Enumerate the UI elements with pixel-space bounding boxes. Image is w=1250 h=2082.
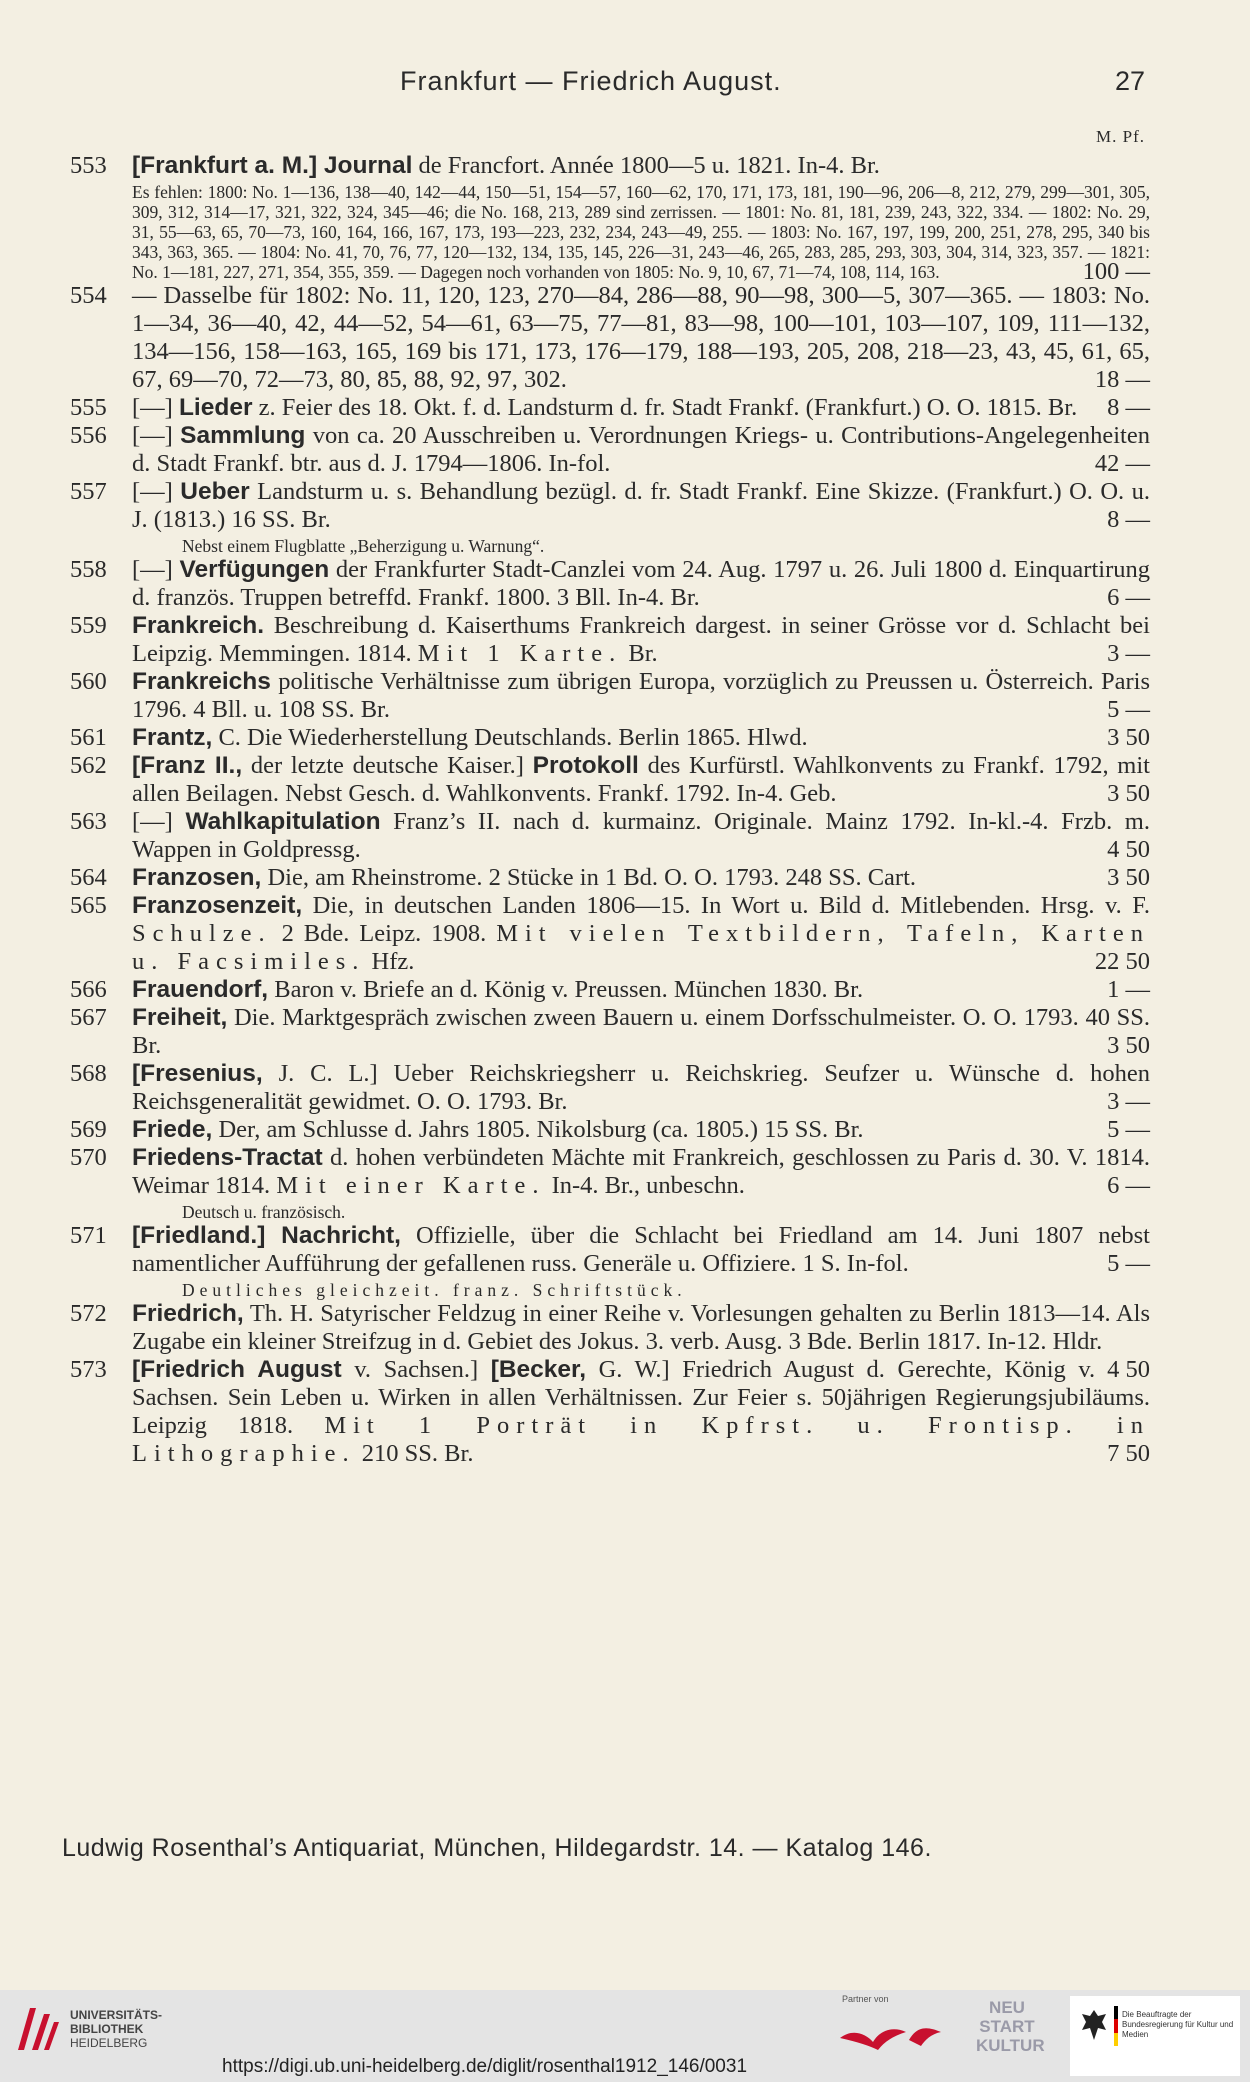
- entry-text-run: Offizielle, über die Schlacht bei Friedland am 14. Juni 1807 nebst namentlicher Aufführung der gefallenen russ. Generäle u. Offiziere. 1 S. In-fol.: [132, 1222, 1150, 1277]
- partner-small-logo-icon: [905, 2020, 945, 2050]
- catalog-entry: [60, 724, 1150, 752]
- entry-number: 572: [70, 1300, 107, 1327]
- entry-number: 561: [70, 724, 107, 751]
- viewer-bottom-bar: [0, 1990, 1250, 2082]
- catalog-entry: [60, 478, 1150, 556]
- entry-keyword: Friede,: [132, 1116, 213, 1143]
- entry-text-run: der Frankfurter Stadt-Canzlei vom 24. Aug. 1797 u. 26. Juli 1800 d. Einquartirung d. französ. Truppen betreffd. Frankf. 1800. 3 Bll. In-4. Br.: [132, 556, 1150, 611]
- entry-price: 8 —: [1107, 394, 1150, 421]
- entry-keyword: Ueber: [180, 478, 250, 505]
- entry-text: [132, 1222, 1150, 1278]
- catalog-entry: [60, 1060, 1150, 1116]
- entry-keyword: [Friedrich August: [132, 1356, 342, 1383]
- entry-keyword: [Fresenius,: [132, 1060, 263, 1087]
- entry-number: 567: [70, 1004, 107, 1031]
- catalog-entry: [60, 864, 1150, 892]
- entry-note: Nebst einem Flugblatte „Beherzigung u. Warnung“.: [182, 536, 545, 556]
- entry-text-run: Der, am Schlusse d. Jahrs 1805. Nikolsburg (ca. 1805.) 15 SS. Br.: [212, 1116, 864, 1143]
- entry-price: 22 50: [1094, 948, 1150, 975]
- catalog-entry: [60, 892, 1150, 976]
- entry-keyword: Wahlkapitulation: [185, 808, 381, 835]
- entry-text-run: [—]: [132, 394, 179, 421]
- catalog-entry: [60, 556, 1150, 612]
- entry-text-run: [—]: [132, 422, 181, 449]
- entry-price: 7 50: [1107, 1440, 1150, 1467]
- entry-number: 565: [70, 892, 107, 919]
- entry-number: 564: [70, 864, 107, 891]
- price-column-head: M. Pf.: [1096, 127, 1145, 146]
- entry-text-run: C. Die Wiederherstellung Deutschlands. Berlin 1865. Hlwd.: [212, 724, 808, 751]
- entry-number: 568: [70, 1060, 107, 1087]
- partner-bird-logo-icon: [838, 2020, 908, 2060]
- entry-note: Deutliches gleichzeit. franz. Schriftstück.: [182, 1280, 687, 1300]
- entry-number: 573: [70, 1356, 107, 1383]
- entry-text-run: [—]: [132, 478, 181, 505]
- entry-price: 3 50: [1107, 1032, 1150, 1059]
- entry-text-run: 210 SS. Br.: [355, 1440, 474, 1467]
- catalog-entry: [60, 976, 1150, 1004]
- entry-text: [132, 1004, 1150, 1060]
- page-number: 27: [1114, 66, 1145, 96]
- entry-keyword: [Becker,: [490, 1356, 587, 1383]
- entry-text-run: In-4. Br., unbeschn.: [545, 1172, 745, 1199]
- entry-text: [132, 478, 1150, 534]
- catalog-entries: [60, 152, 1150, 1468]
- entry-number: 557: [70, 478, 107, 505]
- entry-keyword: Frankreich.: [132, 612, 265, 639]
- entry-text: [132, 976, 1150, 1004]
- entry-text-run: z. Feier des 18. Okt. f. d. Landsturm d. fr. Stadt Frankf. (Frankfurt.) O. O. 1815. Br.: [252, 394, 1078, 421]
- entry-text: [132, 1144, 1150, 1200]
- library-name: [70, 2008, 162, 2050]
- entry-keyword: Friedrich,: [132, 1300, 244, 1327]
- entry-text: [132, 752, 1150, 808]
- entry-text: [132, 282, 1150, 394]
- entry-text: [132, 668, 1150, 724]
- entry-text: [132, 1356, 1150, 1468]
- entry-text: [132, 1060, 1150, 1116]
- entry-number: 569: [70, 1116, 107, 1143]
- entry-number: 570: [70, 1144, 107, 1171]
- entry-number: 560: [70, 668, 107, 695]
- running-header: [0, 66, 1250, 106]
- catalog-entry: [60, 1004, 1150, 1060]
- entry-price: 3 50: [1107, 864, 1150, 891]
- entry-text-run: der letzte deutsche Kaiser.]: [242, 752, 533, 779]
- entry-text-run: [—]: [132, 808, 186, 835]
- catalog-entry: [60, 668, 1150, 724]
- entry-keyword: [Franz II.,: [132, 752, 243, 779]
- entry-text: [132, 152, 1150, 180]
- entry-price: 8 —: [1107, 506, 1150, 533]
- entry-text-run: 2 Bde. Leipz. 1908.: [271, 920, 497, 947]
- entry-number: 559: [70, 612, 107, 639]
- entry-text: [132, 422, 1150, 478]
- entry-text-run: Die, am Rheinstrome. 2 Stücke in 1 Bd. O. O. 1793. 248 SS. Cart.: [261, 864, 917, 891]
- entry-text-run: Beschreibung d. Kaiserthums Frankreich dargest. in seiner Grösse vor d. Schlacht bei Leipzig. Memmingen. 1814.: [132, 612, 1150, 667]
- entry-text-run: Landsturm u. s. Behandlung bezügl. d. fr. Stadt Frankf. Eine Skizze. (Frankfurt.) O. O. u. J. (1813.) 16 SS. Br.: [132, 478, 1150, 533]
- catalog-entry: [60, 422, 1150, 478]
- entry-text: [132, 808, 1150, 864]
- library-line-2: BIBLIOTHEK: [70, 2022, 144, 2036]
- entry-keyword: Friedens-Tractat: [132, 1144, 323, 1171]
- entry-number: 563: [70, 808, 107, 835]
- entry-keyword: Frantz,: [132, 724, 213, 751]
- entry-spaced-text: Schulze.: [132, 920, 272, 947]
- entry-keyword: Sammlung: [180, 422, 306, 449]
- german-flag-icon: [1114, 2006, 1118, 2046]
- permalink-url[interactable]: https://digi.ub.uni-heidelberg.de/diglit/rosenthal1912_146/0031: [222, 2056, 748, 2077]
- entry-price: 5 —: [1107, 696, 1150, 723]
- entry-text-run: — Dasselbe für 1802: No. 11, 120, 123, 270—84, 286—88, 90—98, 300—5, 307—365. — 1803: No. 1—34, 36—40, 42, 44—52, 54—61, 63—75, 77—81, 83—98, 100—101, 103—107, 109, 111—132, 134—156, 158—163, 165, 169 bis 171, 173, 176—179, 188—193, 205, 208, 218—23, 43, 45, 61, 65, 67, 69—70, 72—73, 80, 85, 88, 92, 97, 302.: [132, 282, 1150, 393]
- entry-note: Es fehlen: 1800: No. 1—136, 138—40, 142—44, 150—51, 154—57, 160—62, 170, 171, 173, 181, 190—96, 206—8, 212, 279, 299—301, 305, 309, 312, 314—17, 321, 322, 324, 345—46; die No. 168, 213, 289 sind zerrissen. — 1801: No. 81, 181, 239, 243, 322, 334. — 1802: No. 29, 31, 55—63, 65, 70—73, 160, 164, 166, 167, 173, 193—223, 232, 234, 243—49, 255. — 1803: No. 167, 197, 199, 200, 251, 278, 295, 340 bis 343, 363, 365. — 1804: No. 41, 70, 76, 77, 120—132, 134, 135, 145, 226—31, 243—46, 265, 283, 285, 293, 303, 304, 314, 323, 357. — 1821: No. 1—181, 227, 271, 354, 355, 359. — Dagegen noch vorhanden von 1805: No. 9, 10, 67, 71—74, 108, 114, 163. 100 —: [132, 182, 1150, 285]
- entry-text-run: Franz’s II. nach d. kurmainz. Originale. Mainz 1792. In-kl.-4. Frzb. m. Wappen in Goldpressg.: [132, 808, 1150, 863]
- entry-price: 3 50: [1107, 724, 1150, 751]
- entry-keyword: Franzosenzeit,: [132, 892, 303, 919]
- entry-keyword: Protokoll: [532, 752, 639, 779]
- catalog-entry: [60, 808, 1150, 864]
- entry-price: 3 —: [1107, 1088, 1150, 1115]
- entry-text-run: Hfz.: [365, 948, 415, 975]
- entry-text-run: J. C. L.] Ueber Reichskriegsherr u. Reichskrieg. Seufzer u. Wünsche d. hohen Reichsgeneralität gewidmet. O. O. 1793. Br.: [132, 1060, 1150, 1115]
- partner-label: Partner von: [842, 1994, 889, 2004]
- entry-number: 555: [70, 394, 107, 421]
- entry-keyword: Frauendorf,: [132, 976, 269, 1003]
- neustart-line-2: START: [979, 2017, 1035, 2036]
- entry-number: 571: [70, 1222, 107, 1249]
- entry-text-run: de Francfort. Année 1800—5 u. 1821. In-4. Br.: [412, 152, 880, 179]
- entry-price: 5 —: [1107, 1116, 1150, 1143]
- entry-keyword: [Frankfurt a. M.] Journal: [132, 152, 413, 179]
- entry-text-run: v. Sachsen.]: [341, 1356, 491, 1383]
- entry-text-run: d. hohen verbündeten Mächte mit Frankreich, geschlossen zu Paris d. 30. V. 1814. Weimar 1814.: [132, 1144, 1150, 1199]
- entry-text-run: Br.: [622, 640, 658, 667]
- entry-number: 554: [70, 282, 107, 309]
- bkm-text: Die Beauftragte der Bundesregierung für Kultur und Medien: [1122, 2010, 1234, 2039]
- entry-spaced-text: Mit 1 Porträt in Kpfrst. u. Frontisp. in Lithographie.: [132, 1412, 1150, 1467]
- catalog-entry: [60, 394, 1150, 422]
- entry-text-run: G. W.] Friedrich August d. Gerechte, König v. Sachsen. Sein Leben u. Wirken in allen Verhältnissen. Zur Feier s. 50jährigen Regierungsjubiläums. Leipzig 1818.: [132, 1356, 1150, 1439]
- neustart-kultur-logo: [976, 1998, 1045, 2074]
- catalog-entry: [60, 1116, 1150, 1144]
- catalog-entry: [60, 1144, 1150, 1222]
- entry-price: 4 50: [1107, 836, 1150, 863]
- catalog-entry: [60, 752, 1150, 808]
- entry-keyword: Frankreichs: [132, 668, 271, 695]
- entry-spaced-text: Mit vielen Textbildern, Tafeln, Karten u. Facsimiles.: [132, 920, 1150, 975]
- entry-price: 100 —: [1082, 258, 1150, 285]
- entry-text-run: politische Verhältnisse zum übrigen Europa, vorzüglich zu Preussen u. Österreich. Paris 1796. 4 Bll. u. 108 SS. Br.: [132, 668, 1150, 723]
- entry-text-run: von ca. 20 Ausschreiben u. Verordnungen Kriegs- u. Contributions-Angelegenheiten d. Stadt Frankf. btr. aus d. J. 1794—1806. In-fol.: [132, 422, 1150, 477]
- neustart-line-1: NEU: [989, 1998, 1025, 2017]
- entry-text: [132, 724, 1150, 752]
- entry-text-run: Th. H. Satyrischer Feldzug in einer Reihe v. Vorlesungen gehalten zu Berlin 1813—14. Als Zugabe ein kleiner Streifzug in d. Gebiet des Jokus. 3. verb. Ausg. 3 Bde. Berlin 1817. In-12. Hldr.: [132, 1300, 1150, 1355]
- entry-number: 553: [70, 152, 107, 179]
- catalog-entry: [60, 612, 1150, 668]
- entry-keyword: Lieder: [178, 394, 253, 421]
- entry-spaced-text: Mit einer Karte.: [276, 1172, 546, 1199]
- catalog-entry: [60, 1222, 1150, 1300]
- entry-number: 566: [70, 976, 107, 1003]
- entry-text-run: [—]: [132, 556, 180, 583]
- entry-number: 562: [70, 752, 107, 779]
- library-line-1: UNIVERSITÄTS-: [70, 2008, 163, 2022]
- entry-text-run: Die, in deutschen Landen 1806—15. In Wort u. Bild d. Mitlebenden. Hrsg. v. F.: [302, 892, 1150, 919]
- library-emblem-icon: [12, 2000, 62, 2060]
- page-title: Frankfurt — Friedrich August.: [400, 66, 782, 96]
- entry-text-run: des Kurfürstl. Wahlkonvents zu Frankf. 1792, mit allen Beilagen. Nebst Gesch. d. Wahlkonvents. Frankf. 1792. In-4. Geb.: [132, 752, 1150, 807]
- entry-text: [132, 1116, 1150, 1144]
- catalog-entry: [60, 152, 1150, 285]
- entry-price: 4 50: [1107, 1356, 1150, 1383]
- entry-spaced-text: Mit 1 Karte.: [417, 640, 623, 667]
- catalog-footer: Ludwig Rosenthal’s Antiquariat, München, Hildegardstr. 14. — Katalog 146.: [62, 1834, 932, 1862]
- entry-price: 6 —: [1107, 1172, 1150, 1199]
- entry-text-run: Die. Marktgespräch zwischen zween Bauern u. einem Dorfsschulmeister. O. O. 1793. 40 SS. Br.: [132, 1004, 1150, 1059]
- entry-text: [132, 556, 1150, 612]
- library-line-3: HEIDELBERG: [70, 2036, 148, 2050]
- entry-text-run: Baron v. Briefe an d. König v. Preussen. München 1830. Br.: [268, 976, 864, 1003]
- neustart-line-3: KULTUR: [976, 2036, 1045, 2055]
- entry-text: [132, 892, 1150, 976]
- entry-number: 556: [70, 422, 107, 449]
- entry-keyword: Franzosen,: [132, 864, 262, 891]
- entry-price: 6 —: [1107, 584, 1150, 611]
- entry-note: Deutsch u. französisch.: [182, 1202, 346, 1222]
- entry-price: 3 —: [1107, 640, 1150, 667]
- entry-text: [132, 612, 1150, 668]
- entry-price: 3 50: [1107, 780, 1150, 807]
- entry-price: 42 —: [1094, 450, 1150, 477]
- federal-eagle-icon: [1080, 2008, 1108, 2042]
- catalog-entry: [60, 1356, 1150, 1468]
- entry-keyword: [Friedland.] Nachricht,: [132, 1222, 401, 1249]
- library-logo[interactable]: [12, 2000, 182, 2070]
- entry-price: 18 —: [1094, 366, 1150, 393]
- entry-keyword: Verfügungen: [179, 556, 330, 583]
- entry-keyword: Freiheit,: [132, 1004, 228, 1031]
- catalog-entry: [60, 282, 1150, 394]
- bkm-logo: [1070, 1996, 1240, 2076]
- entry-text: [132, 394, 1150, 422]
- entry-price: 1 —: [1107, 976, 1150, 1003]
- entry-price: 5 —: [1107, 1250, 1150, 1277]
- entry-number: 558: [70, 556, 107, 583]
- entry-text: [132, 864, 1150, 892]
